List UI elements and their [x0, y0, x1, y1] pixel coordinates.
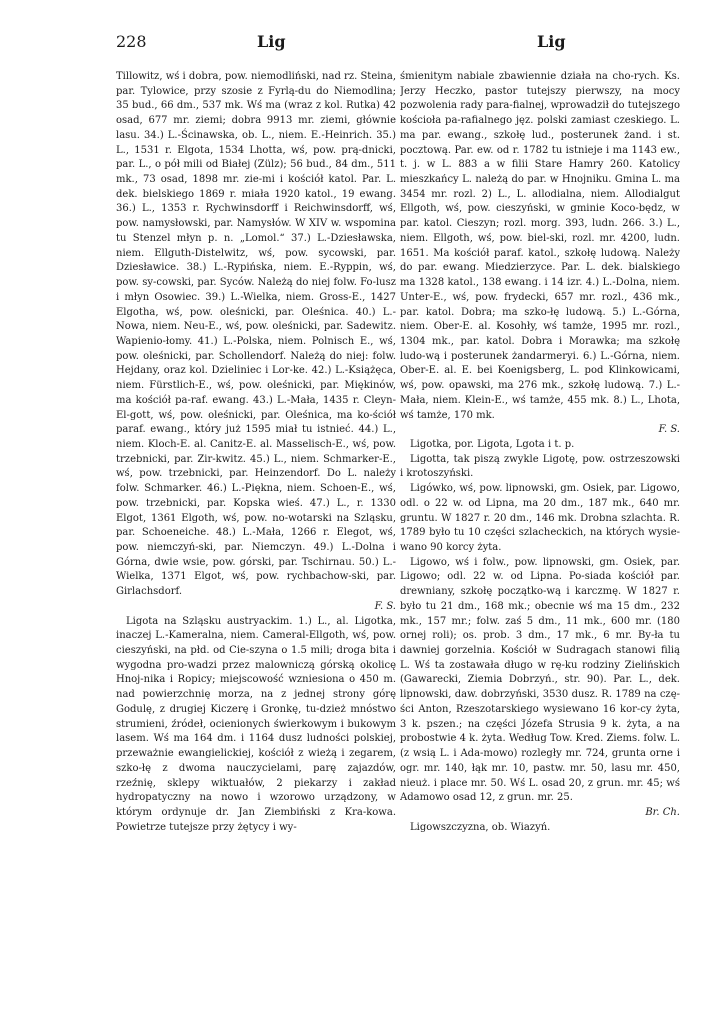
right-column — [400, 70, 680, 990]
page-header — [0, 32, 720, 56]
entry-ligowszczyzna: Ligowszczyzna, ob. Wiazyń. — [410, 821, 551, 833]
left-column — [116, 70, 396, 990]
author-signature: F. S. — [374, 600, 396, 612]
running-head-left: Lig — [257, 32, 286, 51]
entry-text: śmienitym nabiale zbawiennie działa na cho-rych. Ks. Jerzy Heczko, pastor tutejszy pierwszy, na mocy pozwolenia rady para-fialnej, wprowadził do tutejszego kościoła pa-rafialnego jęz. polski zamiast czeskiego. L. ma par. ewang., szkołę lud., posterunek żand. i st. pocztową. Par. ew. od r. 1782 tu istnieje i ma 1143 ew., t. j. w L. 883 a w filii Stare Hamry 260. Katolicy mieszkańcy L. należą do par. w Hnojniku. Gmina L. ma 3454 mr. rozl. 2) L., L. allodialna, niem. Allodialgut Ellgoth, wś, pow. cieszyński, w gminie Koco-będz, w par. katol. Cieszyn; rozl. morg. 393, ludn. 266. 3.) L., niem. Ellgoth, wś, pow. biel-ski, rozl. mr. 4200, ludn. 1651. Ma kościół paraf. katol., szkołę ludową. Należy do par. ewang. Miedzierzyce. Par. L. dek. bialskiego ma 1328 katol., 138 ewang. i 14 izr. 4.) L.-Dolna, niem. Unter-E., wś, pow. frydecki, 657 mr. rozl., 436 mk., par. katol. Dobra; ma szko-łę ludową. 5.) L.-Górna, niem. Ober-E. al. Kosohły, wś tamże, 1995 mr. rozl., 1304 mk., par. katol. Dobra i Morawka; ma szkołę ludo-wą i posterunek żandarmeryi. 6.) L.-Górna, niem. Ober-E. al. E. bei Koenigsberg, L. pod Klinkowicami, wś, pow. opawski, ma 276 mk., szkołę ludową. 7.) L.-Mała, niem. Klein-E., wś tamże, 455 mk. 8.) L., Lhota, wś tamże, 170 mk. — [400, 71, 680, 421]
author-signature: F. S. — [658, 424, 680, 436]
entry-text: Tillowitz, wś i dobra, pow. niemodliński, nad rz. Steina, par. Tylowice, przy szosie z Fyrlą-du do Niemodlina; 35 bud., 66 dm., 537 mk. Wś ma (wraz z kol. Rutka) 42 osad, 677 mr. ziemi; dobra 9913 mr. ziemi, głównie lasu. 34.) L.-Ścinawska, ob. L., niem. E.-Heinrich. 35.) L., 1531 r. Elgota, 1534 Lhotta, wś, pow. prą-dnicki, par. L., o pół mili od Białej (Zülz); 56 bud., 84 dm., 511 mk., 73 osad, 1898 mr. zie-mi i kościół katol. Par. L. dek. bielskiego 1869 r. miała 1920 katol., 19 ewang. 36.) L., 1353 r. Rychwinsdorff i Reichwinsdorff, wś, pow. namysłowski, par. Namysłów. W XIV w. wspomina tu Stenzel młyn p. n. „Lomol.“ 37.) L.-Dziesławska, niem. Ellguth-Distelwitz, wś, pow. sycowski, par. Dziesławice. 38.) L.-Rypińska, niem. E.-Ryppin, wś, pow. sy-cowski, par. Syców. Należą do niej folw. Fo-lusz i młyn Osowiec. 39.) L.-Wielka, niem. Gross-E., 1427 Elgotha, wś, pow. oleśnicki, par. Oleśnica. 40.) L.-Nowa, niem. Neu-E., wś, pow. oleśnicki, par. Sadewitz. Wapienio-łomy. 41.) L.-Polska, niem. Polnisch E., wś, pow. oleśnicki, par. Schollendorf. Należą do niej: folw. Hejdany, oraz kol. Dzieliniec i Lor-ke. 42.) L.-Książęca, niem. Fürstlich-E., wś, pow. oleśnicki, par. Miękinów, ma kościół pa-raf. ewang. 43.) L.-Mała, 1435 r. Cleyn-El-gott, wś, pow. oleśnicki, par. Oleśnica, ma ko-ściół paraf. ewang., który już 1595 miał tu istnieć. 44.) L., niem. Kloch-E. al. Canitz-E. al. Masselisch-E., wś, pow. trzebnicki, par. Zir-kwitz. 45.) L., niem. Schmarker-E., wś, pow. trzebnicki, par. Heinzendorf. Do L. należy folw. Schmarker. 46.) L.-Piękna, niem. Schoen-E., wś, pow. trzebnicki, par. Kopska wieś. 47.) L., r. 1330 Elgot, 1361 Elgoth, wś, pow. no-wotarski na Szląsku, par. Schoeneiche. 48.) L.-Mała, 1266 r. Elegot, wś, pow. niemczyń-ski, par. Niemczyn. 49.) L.-Dolna i Górna, dwie wsie, pow. górski, par. Tschirnau. 50.) L.-Wielka, 1371 Elgot, wś, pow. rychbachow-ski, par. Girlachsdorf. — [116, 71, 396, 598]
page-number: 228 — [116, 32, 147, 51]
entry-ligotka: Ligotka, por. Ligota, Lgota i t. p. — [410, 438, 575, 450]
entry-ligowo: Ligowo, wś i folw., pow. lipnowski, gm. Osiek, par. Ligowo; odl. 22 w. od Lipna. Po-siada kościół par. drewniany, szkołę początko-wą i karczmę. W 1827 r. było tu 21 dm., 168 mk.; obecnie wś ma 15 dm., 232 mk., 157 mr.; folw. zaś 5 dm., 11 mk., 600 mr. (180 ornej roli); os. prob. 3 dm., 17 mk., 6 mr. By-ła tu dawniej gorzelnia. Kościół w Sudragach stanowi filią L. Wś ta zostawała długo w rę-ku rodziny Zielińskich (Gawarecki, Ziemia Dobrzyń., str. 90). Par. L., dek. lipnowski, daw. dobrzyński, 3530 dusz. R. 1789 na czę-ści Anton, Rzeszotarskiego wysiewano 16 kor-cy żyta, 3 k. pszen.; na części Józefa Strusia 9 k. żyta, a na probostwie 4 k. żyta. Według Tow. Kred. Ziems. folw. L. (z wsią L. i Ada-mowo) rozległy mr. 724, grunta orne i ogr. mr. 140, łąk mr. 10, pastw. mr. 50, lasu mr. 450, nieuż. i place mr. 50. Wś L. osad 20, z grun. mr. 45; wś Adamowo osad 12, z grun. mr. 25. — [400, 556, 680, 804]
running-head-right: Lig — [537, 32, 566, 51]
entry-text: Ligota na Szląsku austryackim. 1.) L., al. Ligotka, inaczej L.-Kameralna, niem. Cameral-Ellgoth, wś, pow. cieszyński, na płd. od Cie-szyna o 1.5 mili; droga bita i wygodna pro-wadzi przez malowniczą górską okolicę Hnoj-nika i Ropicy; miejscowość wzniesiona o 450 m. nad powierzchnię morza, na z jednej strony górę Godulę, z drugiej Kiczerę i Gronkę, tu-dzież mnóstwo strumieni, źródeł, ocienionych świerkowym i bukowym lasem. Wś ma 164 dm. i 1164 dusz ludności polskiej, przeważnie ewangielickiej, kościół z wieżą i zegarem, szko-łę z dwoma nauczycielami, parę zajazdów, rzeźnię, sklepy wiktuałów, 2 piekarzy i zakład hydropatyczny na nowo i wzorowo urządzony, w którym ordynuje dr. Jan Ziembiński z Kra-kowa. Powietrze tutejsze przy żętycy i wy- — [116, 615, 396, 833]
entry-ligotta: Ligotta, tak piszą zwykle Ligotę, pow. ostrzeszowski i krotoszyński. — [400, 453, 680, 480]
author-signature: Br. Ch. — [645, 806, 680, 818]
entry-ligowko: Ligówko, wś, pow. lipnowski, gm. Osiek, par. Ligowo, odl. o 22 w. od Lipna, ma 20 dm., 187 mk., 640 mr. gruntu. W 1827 r. 20 dm., 146 mk. Drobna szlachta. R. 1789 było tu 10 części szlacheckich, na których wysie-wano 90 korcy żyta. — [400, 483, 680, 553]
